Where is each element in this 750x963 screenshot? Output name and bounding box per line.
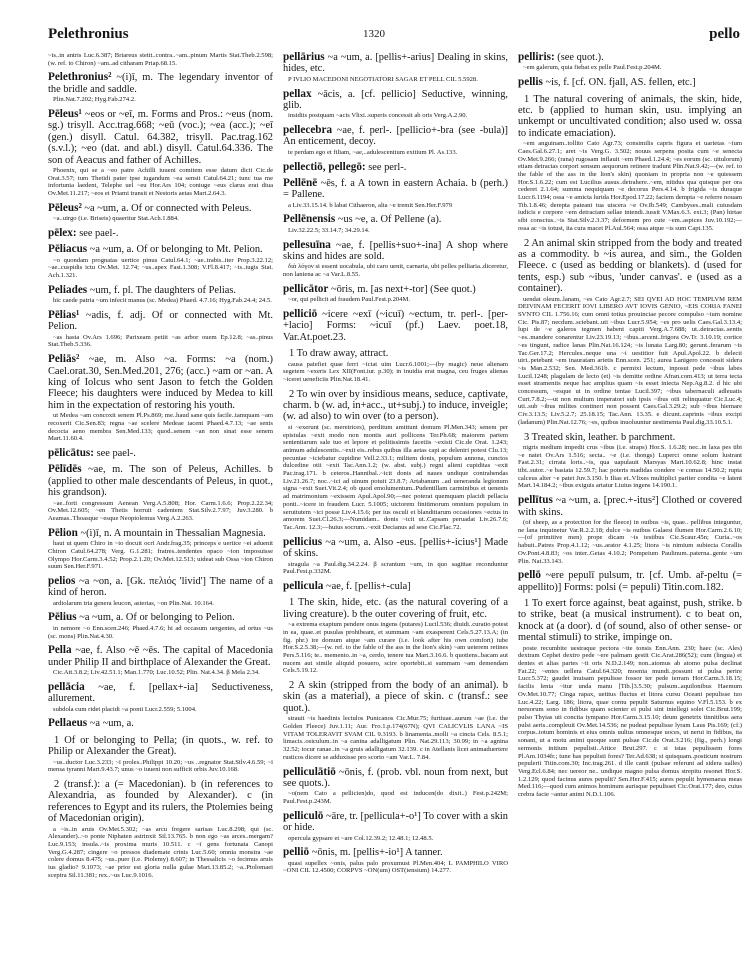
citation-block: ~is..in antris Luc.6.387; Briareus stetit..contra..~am..pinum Martis Stat.Theb.2.598; (w. ref. to Chiron) ~am..ad citharam Priap.68.15. — [48, 52, 273, 67]
dictionary-entry — [518, 52, 742, 72]
definition-text: ~a ~um, a. [prec.+-itus²] Clothed or covered with skins. — [518, 495, 742, 518]
entry-definition — [283, 581, 508, 592]
dictionary-entry — [283, 240, 508, 279]
entry-definition — [283, 162, 508, 173]
headword: pellācia — [48, 680, 85, 693]
citation-block: in nemore ~o Enn.scen.246; Phaed.4.7.6; hi ad occasum uergentes, ad ortus ~us (sc. mons) Plin.Nat.4.30. — [48, 624, 273, 640]
entry-definition — [48, 448, 273, 459]
definition-text: ~eos or ~eī, m. Forms and Pros.: ~eus (nom. sg.) trisyll. Acc.trag.668; ~eū (voc.); ~ea (acc.); ~eī (gen.) disyll. Catul. 64.382, trisyll. Pac.trag.162 (s.v.l.); ~eo (dat. and abl.) disyll. Catul.64.336. The son of Aeacus and father of Achilles. — [48, 108, 273, 166]
column-right — [518, 52, 742, 884]
headword: Pelethronius² — [48, 71, 112, 84]
dictionary-entry — [283, 125, 508, 157]
sense-block — [518, 238, 742, 427]
citation-block: a Liv.33.15.14. b labat Cithaeron, alta ~e tremit Sen.Her.F.979 — [288, 201, 453, 209]
dictionary-entry — [283, 309, 508, 343]
citation-block: P IVLIO MACEDONI NEGOTIATORI SAGAR ET PELL CIL 5.5928. — [288, 75, 478, 83]
dictionary-entry — [48, 72, 273, 104]
headword: Peliās² — [48, 353, 80, 366]
citation-block: ~em galerum, quia fiebat ex pelle Paul.Fest.p.204M. — [523, 64, 662, 72]
dictionary-entry — [283, 811, 508, 843]
column-left — [48, 52, 273, 884]
dictionary-entry — [48, 576, 273, 608]
definition-text: ~icere ~exī (~icuī) ~ectum, tr. perl-. [per-+lacio] Forms: ~icuī (pf.) Laev. poet.18, Var.At.poet.23. — [283, 308, 508, 343]
dictionary-entry — [48, 464, 273, 522]
sense-definition: 2 To win over by insidious means, seduce, captivate, charm. b (w. ad, in+acc., ut+subj.) to induce, inveigle; (w. ad also) to win over (to a person). — [283, 388, 508, 423]
citation-block: a ~is..in aruis Ov.Met.5.302; ~as arcu fregere sarisas Luc.8.298; qui (sc. Alexander)..~o ponte Niphaten astrinxit Sil.13.765. b non ego ~as arces..mergam? Luc.9.153; insula..~is proxima muris 10.511. c ~ī gens fortunata Canopi Verg.G.4.287; cingere ~o pressos diademate crinis Luc.5.60; omnia monstra ~ae colere domus 8.475; ~us..puer (i.e. Ptolemy) 8.607; in Thessalicis ~o fecimus aruis ius gladio? 9.1073; ~ae prior est gloria nulla gulae Mart.13.85.2; ~a..Ptolomaei sceptra Sil.11.381; rex..~us Luc.9.1016. — [48, 825, 273, 879]
citation-block: nigris medium impedit crus ~ibus (i.e. straps) Hor.S. 1.6.28; nec..in laxa pes tibi ~e natet Ov.Ars 1.516; secta.. ~e (i.e. thongs) Luperci omne solum lustrant Fast.2.31; cirrata loris..~is, qua uapulauit Marsyas Mart.10.62.8; hinc instat tibi..sutor..~e basiata 12.59.7; hac poteris madidas condere ~e comas 14.50.2; rupta calceus alter ~e patet Juv.3.150. b Ilias et..Vlixes multiplici pariter condita ~e latent Mart.14.184.2; ~ibus exiguis artatur Liuius ingens 14.190.1. — [518, 443, 742, 490]
headword: pelliculātiō — [283, 765, 336, 778]
headword: pellis — [518, 76, 543, 89]
definition-text: ~ae, f. Also ~ē ~ēs. The capital of Macedonia under Philip II and birthplace of Alexander the Great. — [48, 645, 273, 668]
dictionary-entry — [283, 162, 508, 173]
citation-block: ~em anguinam..tollito Cato Agr.73; consimilis capris figura et uarietas ~ium Caes.Gal.6.27.1; aret ~is Verg.G. 3.502; nouus serpens posita cum ~e senecta Ov.Met.9.266; (rana) rugosam inflauit ~em Phaed.1.24.4; ~es eorum (sc. uitulorum) etiam detractas corpori sensum aequorum retinere tradunt Plin.Nat.9.42;—(w. ref. to the fable of the ass in the lion's skin) quoniam in propria non ~e quiessem Hor.S.1.6.22; cum est Lucilius ausus..detrahere..~em, nitidus qua quisque per ora cederet 2.1.64; summa nequiquam ~e decorus Pers.4.14. b frigida ~is duraque Lucr.6.1194; ossa ~e amicta lurida Hor.Epod.17.22; faciem dempta ~e referre nouam Tib.1.8.46; derepta pateant tua uiscera ~e Ov.Ib.549; Cambyses..mali cuiusdam iudicis e corpore ~em detractam sellae intendi..iussit V.Max.6.3. ext.3; (Pan) hirtae sibi conscius..~is Stat.Silv.2.3.37; deformem pro cute ~em..aspices Juv.10.192;—ossa ac ~is totust, ita cura macet Pl.Aul.564; ossa atque ~is sum Capt.135. — [518, 140, 742, 232]
dictionary-columns — [48, 52, 742, 884]
citation-block: haut ut quem Chiro in ~io docuit ocri Andr.frag.35; princeps e uertice ~ei aduenit Chiron Catul.64.278; Verg. G.1.281; fratres..tendentes opaco ~ion imposuisse Olympo Hor.Carm.3.4.52; Prop.2.1.20; Ov.Met.12.513; uideat sub Ossa ~ion Chiron suum Sen.Her.F.971. — [48, 540, 273, 571]
sense-definition: 1 The skin, hide, etc. (as the natural covering of a living creature). b the outer covering of fruit, etc. — [283, 597, 508, 620]
definition-text: ~āre, tr. [pellicula+-o¹] To cover with a skin or hide. — [283, 810, 508, 834]
sense-block — [518, 94, 742, 233]
definition-text: ~a ~um, a. Also -eus. [pellis+-icius¹] Made of skins. — [283, 536, 508, 560]
definition-text: see pael-. — [94, 447, 136, 459]
citation-block: quasi supellex ~onis, palus palo proxumust Pl.Men.404; L PAMPHILO VIRO ~ONI CIL 12.4500; CORPVS ~ON(um) OST(iensium) 14.277. — [283, 859, 508, 875]
definition-text: ~ōnis, m. [pellis+-io¹] A tanner. — [309, 847, 443, 859]
dictionary-entry — [48, 448, 273, 459]
citation-block: ~o quondam prognatas uertice pinus Catul.64.1; ~ae..trabis..iter Prop.3.22.12; ~ae..cuspidis ictu Ov.Met. 12.74; ~us..apex Fast.1.308; V.Fl.8.417; ~is..iugis Stat. Ach.1.321. — [48, 256, 273, 280]
dictionary-entry — [283, 89, 508, 121]
dictionary-entry — [283, 284, 508, 304]
citation-block: ~as hasta Ov.Ars 1.696; Parixeam petiit ~as arbor ouem Ep.12.8; ~as..pinus Stat.Theb.5.336. — [48, 333, 273, 349]
entry-definition — [48, 72, 273, 95]
definition-text: ~us ~e, a. Of Pellene (a). — [335, 214, 442, 226]
headword: pellectiō, pellegō: — [283, 160, 366, 173]
headword: pēlex: — [48, 226, 77, 239]
headword: Pēleus¹ — [48, 107, 82, 120]
running-head-last-word: pello — [709, 26, 740, 42]
dictionary-entry — [283, 581, 508, 592]
sense-block — [518, 598, 742, 799]
citation-block: ~us..ductor Luc.3.233; ~ī proles..Philippi 10.20; ~us ..regnator Stat.Silv.4.6.59; ~ī mensa tyranni Mart.9.43.7; unus ~o iuueni non sufficit orbis Juv.10.168. — [48, 758, 273, 774]
citation-block: ~ae..forti congressum Aenean Verg.A.5.808; Hor. Carm.1.6.6; Prop.2.22.34; Ov.Met.12.605; ~en Thetis horruit cadentem Stat.Silv.2.7.97; Juv.3.280. b Aeamas..Thoasque ~esque Neoptolemus Verg.A.2.263. — [48, 499, 273, 522]
citation-block: Cic.Att.3.8.2; Liv.42.51.1; Man.1.770; Luc.10.52; Plin. Nat.4.34. β Mela 2.34. — [53, 669, 260, 677]
definition-text: see pael-. — [76, 227, 119, 239]
entry-definition — [518, 495, 742, 518]
headword: pellō — [518, 569, 541, 582]
citation-block: poste recumbite uestraque pectora ~ite tonsis Enn.Ann. 230; haec (sc. Ales) dextram Cephei dextro pede ~ere palmam gestit Cic.Arat.286(52); cum (lingua) et dentes et alias partes ~it oris N.D.2.149; non..atomus ab atomo pulsa declinat Fat.22; ~entes uellera Catul.64.320; moenia mundi..possunt ui pulsa perire Lucr.5.372; gaudet inuisam pepulisse fossor ter pede terram Hor.Carm.3.18.15; facilis lenta ~itur unda manu [Tib.]3.5.30; pulsum..aquilonibus Haemum Ov.Met.10.77; Cinga rapax, uetitus fluctus et litora cursu Oceani pepulisse tuo Luc.4.22; Larg. 186; litora, quae cornu pepulit Saturnus equino V.Fl.5.153. b ex neruorum sono in fidibus quam scienter ei pulsi sint intellegi solet Cic.Brut.199; pulso Thyias uti concita tympano Hor.Carm.3.15.10; deum genetrix tinnitibus aera pulsi aeris..compleuit Ov.Met.14.536; ne pudeat pepulisse lyram Laus Pis.169; (cf.) corpus..totum hominis et eius omnis uultus omnesque uoces, ut nerui in fidibus, ita sonant, ut a motu animi quoque sunt pulsae Cic.de Orat.3.216; (fig., perh.) longi sermonis initium pepulisti..Attice Brut.297. c si istas pepulissem fores Pl.Am.1034fr.; tune has pepulisti fores? Ter.Ad.638; si quisquam..posticum nostrum pepulerit Titin.com.30; Inc.trag.261. d ille canit (pulsae referunt ad sidera ualles) Verg.Ecl.6.84; nec uereor ne.. undique magno pulsa domus strepitu resonet Hor.S. 1.2.129; quod facinus aures pepulit? Sen.Her.F.415; aures pepulit hymenaeus meas Med.116;—quod cum animos hominum aurisque pepulisset Cic.Orat.177; deo, cuius crebra facie ~antur animi N.D.1.106. — [518, 644, 742, 799]
headword: pellītus — [518, 494, 553, 507]
running-head — [48, 26, 740, 46]
definition-text: ~ācis, a. [cf. pellicio] Seductive, winning, glib. — [283, 88, 508, 111]
definition-text: ~ae, m. The son of Peleus, Achilles. b (applied to other male descendants of Peleus, in quot., his grandson). — [48, 464, 273, 499]
sense-block — [48, 779, 273, 880]
definition-text: (see quot.). — [554, 52, 604, 63]
entry-definition — [283, 811, 508, 834]
headword: pelliciō — [283, 307, 318, 320]
column-middle — [283, 52, 508, 884]
dictionary-entry — [283, 847, 508, 875]
entry-definition — [283, 125, 508, 148]
dictionary-entry — [283, 214, 508, 234]
definition-text: ~a ~um, a. — [87, 718, 134, 730]
entry-definition — [48, 718, 273, 729]
citation-block: hic caede patria ~um infecit manus (sc. Medea) Phaed. 4.7.16; Hyg.Fab.24.4; 24.5. — [53, 297, 272, 305]
sense-definition: 1 To draw away, attract. — [289, 348, 389, 360]
citation-block: opercula gypsare et ~are Col.12.39.2; 12.48.1; 12.48.5. — [288, 834, 434, 842]
citation-block: subdola cum ridet placidi ~a ponti Lucr.2.559; 5.1004. — [53, 705, 197, 713]
citation-block: ardiolarum tria genera leucon, asterias, ~on Plin.Nat. 10.164. — [53, 599, 214, 607]
headword: Peliades — [48, 283, 88, 296]
citation-block: Plin.Nat.7.202; Hyg.Fab.274.2. — [53, 96, 136, 104]
definition-text: ~ae, f. [pellax+-ia] Seductiveness, allurement. — [48, 681, 273, 705]
dictionary-entry — [518, 77, 742, 88]
definition-text: ~a ~um, a. Of or belonging to Pelion. — [76, 612, 235, 624]
citation-block: ~or, qui pellicit ad fraudem Paul.Fest.p.204M. — [288, 296, 410, 304]
dictionary-entry — [283, 52, 508, 84]
definition-text: ~(i)ī, m. The legendary inventor of the bridle and saddle. — [48, 72, 273, 95]
headword: Pēliacus — [48, 243, 88, 256]
dictionary-entry — [48, 612, 273, 640]
definition-text: see perl-. — [365, 161, 407, 173]
headword: pelios — [48, 574, 76, 587]
definition-text: ~a ~um, a. Of or belonging to Mt. Pelion. — [87, 244, 263, 256]
entry-definition — [283, 89, 508, 112]
sense-block — [283, 348, 508, 384]
headword: pellicula — [283, 579, 324, 592]
citation-block: stragula ~a Paul.dig.34.2.24. β scrantum ~um, in quo sagittae reconduntur Paul.Fest.p.332M. — [283, 560, 508, 576]
headword: pelliculō — [283, 809, 324, 822]
dictionary-entry — [518, 570, 742, 593]
citation-block: ut Medea ~am concoxit senem Pl.Ps.869; me..haud sane quis facile..tamquam ~am recoxerit Cic.Sen.83; regna ~ae scelere Medeae iacent Phaed.4.7.13; ~ae senis decocta aeno membra Sen.Med.133; quod..senem ~an non sinat esse senem Mart.11.60.4. — [48, 412, 273, 443]
headword: Pella — [48, 644, 72, 657]
headword: pelliris: — [518, 51, 555, 63]
sense-definition: 1 The natural covering of animals, the skin, hide, etc. b (applied to human skin, usu. implying an unkempt or uncultivated condition; also used w. ossa to indicate emaciation). — [518, 93, 742, 139]
entry-definition — [48, 203, 273, 214]
entry-definition — [48, 576, 273, 599]
dictionary-entry — [48, 682, 273, 714]
entry-definition — [48, 528, 273, 539]
entry-definition — [48, 354, 273, 411]
citation-block: insidiis postquam ~acis Vlixi..superis concessit ab oris Verg.A.2.90. — [288, 112, 468, 120]
sense-block — [283, 597, 508, 675]
definition-text: ~adis, f. adj. Of or connected with Mt. Pelion. — [48, 309, 273, 333]
definition-text: ~ae, f. [pellis+suo+-ina] A shop where skins and hides are sold. — [283, 239, 508, 262]
entry-definition — [518, 77, 742, 88]
citation-block: causa patefiet quae ferri ~iciat uim Lucr.6.1001;—(by magic) neue alienam segetem ~exeris Lex XII(Font.iur. p.30); in inuidia erat magna, ceu fruges alienas ~iceret ueneficiis Plin.Nat.18.41. — [283, 360, 508, 383]
definition-text: ~a ~um, a. Of or connected with Peleus. — [81, 202, 252, 214]
headword: pellicātor — [283, 282, 329, 295]
definition-text: ~a ~on, a. [Gk. πελιός 'livid'] The name of a kind of heron. — [48, 575, 273, 599]
citation-block: strauit ~is haedinis lectulos Punicanos Cic.Mur.75; furtiuae..aurum ~ae (i.e. the Golden Fleece) Juv.1.11; Aur. Fro.1.p.174(67N); QVI CALICVLIS LANA ~IS VITAM TOLERAVIT SVAM CIL 9.3193. b linamenta..molli ~a cincta Cels. 8.5.1; limacis..osiculum..in ~a canina adalligatum Plin. Nat.29.113; 30.99; in ~a agnina 32.52; iocur ranae..in ~a gruis adalligatum 32.139. c in Atellanis licet animaduertere rusticos dicere se adduxisse pro scorto ~am Var.L. 7.84. — [283, 715, 508, 761]
entry-definition — [283, 52, 508, 75]
entry-definition — [48, 109, 273, 166]
dictionary-entry — [48, 310, 273, 349]
dictionary-entry — [48, 645, 273, 677]
headword: pellesuīna — [283, 238, 331, 251]
headword: pēlicātus: — [48, 446, 94, 459]
dictionary-entry — [518, 495, 742, 565]
definition-text: ~(i)ī, n. A mountain in Thessalian Magnesia. — [77, 527, 266, 539]
dictionary-entry — [48, 228, 273, 239]
entry-definition — [48, 645, 273, 668]
entry-definition — [283, 178, 508, 201]
sense-block — [283, 680, 508, 761]
definition-text: ~um, f. pl. The daughters of Pelias. — [87, 284, 237, 296]
definition-text: ~ōnis, f. (prob. vbl. noun from next, but see quots.). — [283, 766, 508, 789]
entry-definition — [283, 214, 508, 225]
sense-block — [518, 432, 742, 491]
citation-block: Liv.32.22.5; 33.14.7; 34.29.14. — [288, 226, 370, 234]
entry-definition — [518, 570, 742, 593]
headword: Pēleus² — [48, 201, 82, 214]
citation-block: ~o(nem Cato a pellicien)do, quod est inducen(do dixit..) Fest.p.242M; Paul.Fest.p.243M. — [283, 790, 508, 806]
sense-definition: 2 (transf.): a (= Macedonian). b (in references to Alexandria, as founded by Alexander). c (in references to Egypt and its rulers, the Ptolemies being of Macedonian origin). — [48, 778, 273, 825]
citation-block: ~a..uirgo (i.e. Briseis) quaeritur Stat.Ach.1.884. — [53, 215, 179, 223]
dictionary-entry — [48, 354, 273, 443]
headword: Pēlias¹ — [48, 308, 80, 321]
sense-definition: 1 To exert force against, beat against, push, strike. b to strike, beat (a musical instrument). c to beat on, knock at (a door). d (of sound, also of other sense- or mental stimuli) to strike, impinge on. — [518, 598, 742, 644]
sense-definition: 1 Of or belonging to Pella; (in quots., w. ref. to Philip or Alexander the Great). — [48, 734, 273, 758]
definition-text: ~ēs, f. a A town in eastern Achaia. b (perh.) = Pallene. — [283, 177, 508, 201]
citation-block: te perdam ego et filiam, ~ae,..adulescentium exitium Pl. As.133. — [288, 148, 458, 156]
headword: pellecebra — [283, 124, 333, 137]
entry-definition — [48, 464, 273, 498]
entry-definition — [48, 244, 273, 255]
definition-text: ~ere pepulī pulsum, tr. [cf. Umb. ař-peltu (= appellito)] Forms: polsi (= pepuli) Titin.com.182. — [518, 570, 742, 593]
citation-block: διὰ λόγον si essent uocabula, ubi caro uenit, carnaria, ubi pelles pelliaria..diceretur, non laniena ac ~a Var.L.8.55. — [283, 263, 508, 279]
dictionary-entry — [283, 537, 508, 576]
citation-block: si ~exerunt (sc. meretrices), perditum amittunt domum Pl.Men.343; senem per epistulas ~exit modo non montis auri pollicens Ter.Ph.68; maiorem partem sententiarum sale tuo et lepore et politissimis facetiis ~existi Cic.de Orat. 1.243; animum adulescentis..~exit eis..rebus quibus illa aetas capi ac deleniri potest Clu.13; pecuniae ~iciebatur cupidine Vell.2.33.1; militem donis, populum annona, cunctos dulcedine otii ~exit Tac.Ann.1.2; (w. abst. subj.) regni alieni cupiditas ~exit Pac.trag.171. b ceteros..Hannibal..~icit donis ad naues undique contrahendas Liv.21.26.7; noc..~ici ad uinum potuit 23.8.7; Artabanum ..ad ueneranda legionum signa ~exit Suet.Vit.2.4; ob quod emolumentum..Pudentillam carminibus et uenenis ad matrimonium ~exissem Apul.Apol.90;—nec poterat quemquam placidi pellacia ponti..~icere in fraudem Lucr. 5.1005; uictorem finitimorum omnium populum in seruitutem ~ici posse Liv.4.15.6; per ius osculi et blanditiarum occasiones ~ectus in amorem Suet.Cl.26.3;—Numidam.. donis ~icit ut..Capsam peruadat Liv.26.7.6; Tac.Ann. 12.3;—huius socrum..~exit Decianus ad sese Cic.Flac.72. — [283, 423, 508, 531]
dictionary-entry — [48, 718, 273, 729]
entry-definition — [283, 767, 508, 790]
entry-definition — [48, 612, 273, 623]
sense-definition: 2 A skin (stripped from the body of an animal). b skin (as a material), a piece of skin. c (transf.: see quot.). — [283, 680, 508, 714]
sense-block — [48, 735, 273, 774]
entry-definition — [48, 285, 273, 296]
definition-text: ~ae, f. [pellis+-cula] — [323, 580, 411, 592]
headword: pelliō — [283, 846, 310, 859]
dictionary-entry — [48, 285, 273, 305]
headword: Pellaeus — [48, 717, 88, 730]
definition-text: ~is, f. [cf. ON. fjall, AS. fellen, etc.] — [542, 77, 696, 89]
entry-definition — [48, 228, 273, 239]
running-head-first-word: Pelethronius — [48, 26, 129, 42]
headword: pellicius — [283, 535, 323, 548]
sense-block — [283, 389, 508, 532]
citation-block: (of sheep, as a protection for the fleece) in ouibus ~is, quae.. pellibus integuntur, ne lana inquinetur Var.R.2.2.18; dulce ~is ouibus Galaesi flumen Hor.Carm.2.6.10;—(of primitive men) prope dicam ~is testibus Cic.Scaur.45n; Curia..~os habuit..Patres Prop.4.1.12; ~us..arator 4.1.25; litora ~is nimium subiecta Corallis Ov.Pont.4.8.83; ~os inter..Getas 4.10.2; Pompeium Paulinum..paterna..gente ~um Plin. Nat.33.143. — [518, 519, 742, 565]
sense-definition: 3 Treated skin, leather. b parchment. — [524, 431, 676, 443]
citation-block: uendat oleum..lanam, ~es Cato Agr.2.7; SEI QVEI AD HOC TEMPLVM REM DEIVINAM FECERIT IOVI LIBERO AVT IOVIS GENIO, ~EIS CORIA FANEI SVNTO CIL 1.756.16; cum omni totius prouinciae pecore compulso ~ium nomine Cic. Pis.87; necdum..sciebant..uti ~ibus Lucr.5.954; ~es pro uelis Caes.Gal.3.13.4; lupi de ~e galeros tegmen habent capiti Verg.A.7.688; ut..detractas..sentis ~es..mandere conarentur Liv.23.19.13; ~ibus..arcent..frigora Ov.Tr. 3.10.19; cortice ~es tingunt, radice lanas Plin.Nat.16.124; ~is lunata Larg.80; gerunt..ferarum ~is Tac.Ger.17.2; Hercules..neque una ~i uestitior fuit Apul.Apol.22. b delecti uiri..petebant ~em inauratam arietis Enn.scen. 251; aurea Lanigero concessit sidera ~is Man.2.532; Sen. Med.361b. c permixi lectum, inposui pede ~ibus labes Lucil.1248; plagulam de lecto (et) ~is demitte ordine Afran.com.413; ut terra tecta esset stramentis neque hac amplius quam ~is esset iniecta Nep.Ag.8.2. d hic ubi concessum, ~esque ut in ordine tentae Lucil.397; ~ibus tabernaculi adleuatis Curt.7.8.2;—ut non multum imperatori sub ipsis ~ibus otii relinquatur Cic.Luc.4; uti..sub ~ibus milites contineri non possent Caes.Gal.3.29.2; sub ~ibus hiemare Civ.3.13.5; Liv.5.2.7; 25.18.15; Tac.Ann. 13.35. e dicunt..caprinis ~ibus excipi (ladanum) Plin.Nat.12.76; ~es, quibus inuoluuntur uestimenta Paul.dig.33.10.5.1. — [518, 295, 742, 426]
entry-definition — [48, 682, 273, 705]
dictionary-entry — [48, 203, 273, 223]
dictionary-entry — [283, 178, 508, 210]
entry-definition — [283, 284, 508, 295]
dictionary-entry — [48, 109, 273, 198]
entry-definition — [48, 310, 273, 333]
sense-definition: 2 An animal skin stripped from the body and treated as a commodity. b ~is aurea, and sim., the Golden Fleece. c (used as bedding or blankets). d (used for tents, esp.) sub ~ibus, 'under canvas'. e (used as a container). — [518, 237, 742, 295]
dictionary-entry — [48, 244, 273, 280]
dictionary-entry — [283, 767, 508, 806]
entry-definition — [283, 240, 508, 263]
headword: Pēlīdēs — [48, 463, 82, 476]
page-number: 1320 — [363, 28, 385, 40]
entry-definition — [283, 309, 508, 343]
entry-definition — [283, 537, 508, 560]
headword: Pēlion — [48, 526, 78, 539]
definition-text: ~ae, m. Also ~a. Forms: ~a (nom.) Cael.orat.30, Sen.Med.201, 276; (acc.) ~am or ~an. A king of Iolcus who sent Jason to fetch the Golden Fleece; his daughters were induced by Medea to kill him in the expectation of restoring his youth. — [48, 354, 273, 411]
continued-citations — [48, 52, 273, 67]
entry-definition — [518, 52, 742, 63]
headword: Pellēnē — [283, 176, 318, 189]
definition-text: ~ae, f. perl-. [pellicio+-bra (see -bula)] An enticement, decoy. — [283, 125, 508, 148]
headword: Pēlius — [48, 611, 77, 624]
definition-text: ~a ~um, a. [pellis+-arius] Dealing in skins, hides, etc. — [283, 52, 508, 75]
headword: Pellēnensis — [283, 213, 336, 226]
headword: pellārius — [283, 51, 325, 63]
definition-text: ~ōris, m. [as next+-tor] (See quot.) — [328, 283, 476, 295]
citation-block: Phoenix, qui se a ~eo patre Achilli iuueni comitem esse datum dicit Cic.de Orat.3.57; tum Thetidi pater ipse iugandum ~ea sensit Catul.64.21; tunc tua me infortunia laedent, Telephe uel ~eu Hor.Ars 104; coniuge ~eus clarus erat diua Ov.Met.11.217; ~eos et Priami transit et Nestoris aetas Mart.2.64.3. — [48, 166, 273, 198]
entry-definition — [283, 847, 508, 858]
headword: pellax — [283, 87, 312, 100]
dictionary-entry — [48, 528, 273, 571]
citation-block: ~a extrema exaptum pendere onus ingens (putares) Lucil.536; diuidi..curatio potest in ea, quae..et pusulas prohibeant, et summam ~am exasperent Cels.5.27.13.A; (in fig. phr.) ire domum atque ~am curare (i.e. look after his own comfort) iube Hor.S.2.5.38;—(w. ref. to the fable of the ass in the lion's skin) ~am ueterem retines Pers.5.116; te.. memento..in ~a, cerdo, tenere tua Mart.3.16.6. b quotiens..bacam aut nucem aut simile aliquid posuero, scire oportebit..si summam ~am demendam Cels.5.19.12. — [283, 621, 508, 675]
